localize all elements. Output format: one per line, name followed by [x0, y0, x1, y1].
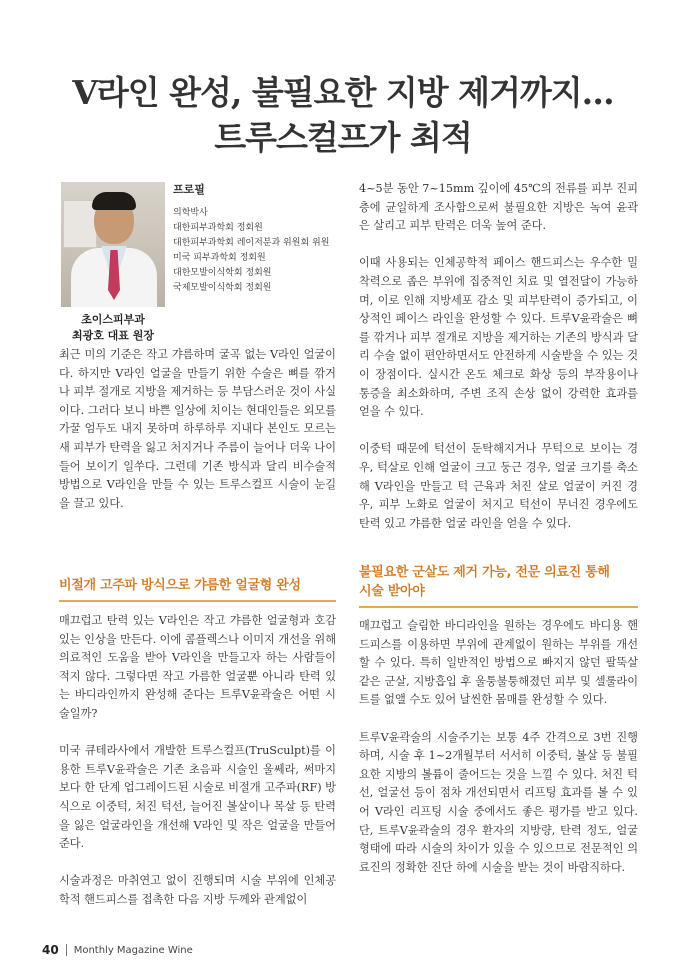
body-paragraph: 매끄럽고 슬림한 바디라인을 원하는 경우에도 바디용 핸드피스를 이용하면 부위에 관계없이 원하는 부위를 개선할 수 있다. 특히 일반적인 방법으로 빠지지 않던 팔뚝살 같은 군살, 지방흡입 후 울퉁불퉁해졌던 피부 및 셀룰라이트를 없앨 수도 있어 날씬한 몸매를 완성할 수 있다.: [359, 619, 638, 707]
magazine-name: Monthly Magazine Wine: [73, 944, 193, 956]
body-paragraph: 트루V윤곽술의 시술주기는 보통 4주 간격으로 3번 진행하며, 시술 후 1~2개월부터 서서히 이중턱, 볼살 등 불필요한 지방의 볼륨이 줄어드는 것을 느낄 수 있다. 처진 턱선, 얼굴선 등이 점차 개선되면서 리프팅 효과를 볼 수 있어 V라인 리프팅 시술 중에서도 좋은 평가를 받고 있다. 단, 트루V윤곽술의 경우 환자의 지방량, 탄력 정도, 얼굴 형태에 따라 시술의 차이가 있을 수 있으므로 전문적인 의료진의 정확한 진단 하에 시술을 받는 것이 바람직하다.: [359, 730, 638, 874]
profile-item: 대한모발이식학회 정회원: [173, 268, 272, 278]
page-footer: [42, 943, 193, 957]
profile-item: 미국 피부과학회 정회원: [173, 253, 266, 263]
section-rule-left: [59, 600, 336, 602]
article-title: [30, 70, 656, 160]
body-paragraph: 4~5분 동안 7~15mm 깊이에 45℃의 전류를 피부 진피층에 균일하게 조사함으로써 불필요한 지방은 녹여 윤곽은 살리고 피부 탄력은 더욱 높여 준다.: [359, 182, 638, 233]
section-rule-right: [359, 606, 638, 608]
profile-item: 의학박사: [173, 208, 208, 218]
intro-paragraph: 최근 미의 기준은 작고 갸름하며 굴곡 없는 V라인 얼굴이다. 하지만 V라인 얼굴을 만들기 위한 수술은 뼈를 깎거나 피부 절개로 지방을 제거하는 등 부담스러운 것이 사실이다. 그러다 보니 바쁜 일상에 치이는 현대인들은 외모를 가꿀 엄두도 내지 못하며 하루하루 지내다 본인도 모르는 새 피부가 탄력을 잃고 처지거나 주름이 늘어나 더욱 나이 들어 보이기 일쑤다. 그런데 기존 방식과 달리 비수술적 방법으로 V라인을 만들 수 있는 트루스컬프 시술이 눈길을 끌고 있다.: [59, 348, 337, 510]
section-heading-right: [359, 563, 610, 601]
profile-list: [173, 206, 329, 296]
caption-clinic: 초이스피부과: [81, 313, 145, 326]
right-body-top: [359, 180, 638, 533]
body-paragraph: 시술과정은 마취연고 없이 진행되며 시술 부위에 인체공학적 핸드피스를 접촉한 다음 지방 두께와 관계없이: [59, 874, 336, 906]
body-paragraph: 이중턱 때문에 턱선이 둔탁해지거나 무턱으로 보이는 경우, 턱살로 인해 얼굴이 크고 둥근 경우, 얼굴 크기를 축소해 V라인을 만들고 턱 근육과 처진 살로 얼굴이 커진 경우, 피부 노화로 얼굴이 처지고 턱선이 무너진 경우에도 탄력 있고 갸름한 얼굴 라인을 얻을 수 있다.: [359, 442, 638, 530]
body-paragraph: 매끄럽고 탄력 있는 V라인은 작고 갸름한 얼굴형과 호감 있는 인상을 만든다. 이에 콤플렉스나 이미지 개선을 위해 의료적인 도움을 받아 V라인을 만들고자 하는 사람들이 적지 않다. 그렇다면 작고 가름한 얼굴뿐 아니라 탄력 있는 바디라인까지 완성해 준다는 트루V윤곽술은 어떤 시술일까?: [59, 614, 337, 720]
profile-item: 대한피부과학회 레이저분과 위원회 위원: [173, 238, 330, 248]
body-paragraph: 이때 사용되는 인체공학적 페이스 핸드피스는 우수한 밀착력으로 좁은 부위에 집중적인 치료 및 열전달이 가능하며, 이로 인해 지방세포 감소 및 피부탄력이 증가되고, 이상적인 페이스 라인을 완성할 수 있다. 트루V윤곽술은 뼈를 깎거나 피부 절개로 지방을 제거하는 기존의 방식과 달리 수술 없이 편안하면서도 안전하게 시술받을 수 있는 것이 장점이다. 실시간 온도 체크로 화상 등의 부작용이나 통증을 최소화하며, 주변 조직 손상 없이 강력한 효과를 얻을 수 있다.: [359, 256, 638, 419]
caption-doctor: 최광호 대표 원장: [71, 329, 155, 342]
body-paragraph: 미국 큐테라사에서 개발한 트루스컬프(TruSculpt)를 이용한 트루V윤곽술은 기존 초음파 시술인 울쎄라, 써마지보다 한 단계 업그레이드된 시술로 비절개 고주파(RF) 방식으로 이중턱, 처진 턱선, 늘어진 볼살이나 목살 등 탄력을 잃은 얼굴라인을 개선해 V라인 및 작은 얼굴을 만들어 준다.: [59, 744, 336, 851]
footer-divider: [66, 944, 67, 956]
title-line-1: V라인 완성, 불필요한 지방 제거까지…: [72, 73, 614, 112]
page-number: 40: [42, 943, 59, 957]
right-body-bottom: [359, 617, 638, 877]
section-heading-right-line-2: 시술 받아야: [359, 584, 425, 599]
title-line-2: 트루스컬프가 최적: [214, 118, 472, 157]
section-heading-left: 비절개 고주파 방식으로 갸름한 얼굴형 완성: [59, 578, 301, 593]
doctor-portrait: [61, 182, 165, 307]
left-body: [59, 612, 336, 910]
profile-item: 국제모발이식학회 정회원: [173, 283, 272, 293]
portrait-caption: [48, 312, 178, 344]
left-intro: [59, 346, 336, 513]
profile-heading: 프로필: [173, 183, 205, 196]
section-heading-right-line-1: 불필요한 군살도 제거 가능, 전문 의료진 통해: [359, 565, 610, 580]
profile-item: 대한피부과학회 정회원: [173, 223, 263, 233]
